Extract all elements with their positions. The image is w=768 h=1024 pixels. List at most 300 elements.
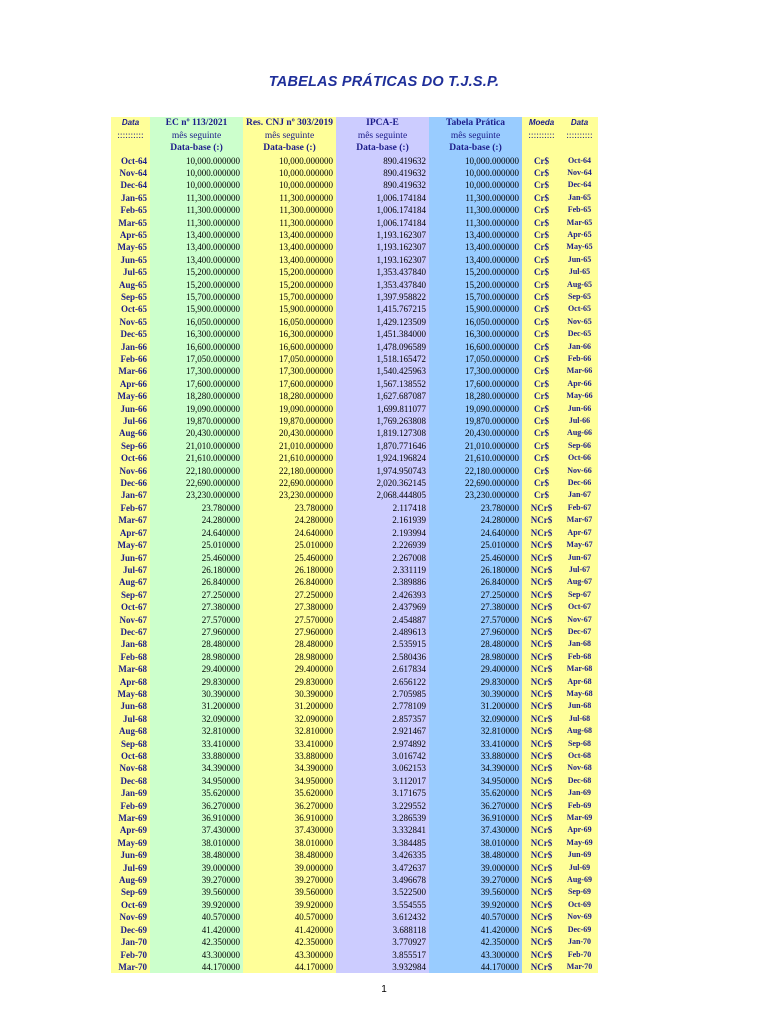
res-cnj-303-cell: 18,280.000000 <box>243 390 336 402</box>
ec-113-cell: 18,280.000000 <box>150 390 243 402</box>
tabela-pratica-cell: 25.010000 <box>429 539 522 551</box>
currency-cell: NCr$ <box>522 589 561 601</box>
ec-113-cell: 40.570000 <box>150 911 243 923</box>
table-row <box>111 328 598 340</box>
tabela-pratica-cell: 33.410000 <box>429 738 522 750</box>
currency-cell: Cr$ <box>522 427 561 439</box>
res-cnj-303-cell: 39.920000 <box>243 899 336 911</box>
res-cnj-303-cell: 29.830000 <box>243 676 336 688</box>
date-cell: Oct-69 <box>111 899 150 911</box>
date-cell-right: Feb-67 <box>561 502 598 514</box>
ec-113-cell: 15,900.000000 <box>150 303 243 315</box>
res-cnj-303-cell: 25.010000 <box>243 539 336 551</box>
ec-113-cell: 26.180000 <box>150 564 243 576</box>
ec-113-cell: 19,090.000000 <box>150 403 243 415</box>
header-dots: :::::::::: <box>522 130 561 143</box>
ec-113-cell: 43.300000 <box>150 949 243 961</box>
date-cell-right: Aug-65 <box>561 279 598 291</box>
currency-cell: Cr$ <box>522 440 561 452</box>
date-cell: Mar-68 <box>111 663 150 675</box>
ipca-e-cell: 3.855517 <box>336 949 429 961</box>
res-cnj-303-cell: 29.400000 <box>243 663 336 675</box>
table-row <box>111 688 598 700</box>
table-row <box>111 601 598 613</box>
tabela-pratica-cell: 15,200.000000 <box>429 266 522 278</box>
res-cnj-303-cell: 41.420000 <box>243 924 336 936</box>
ec-113-cell: 13,400.000000 <box>150 241 243 253</box>
table-row <box>111 489 598 501</box>
header-tabela-pratica: Tabela Prática <box>429 117 522 130</box>
header-row-subtitles <box>111 130 598 143</box>
currency-cell: Cr$ <box>522 328 561 340</box>
header-row-database <box>111 142 598 155</box>
date-cell: Jan-66 <box>111 341 150 353</box>
res-cnj-303-cell: 13,400.000000 <box>243 229 336 241</box>
table-row <box>111 713 598 725</box>
res-cnj-303-cell: 22,180.000000 <box>243 465 336 477</box>
table-row <box>111 365 598 377</box>
table-row <box>111 440 598 452</box>
date-cell: Jul-69 <box>111 862 150 874</box>
ec-113-cell: 32.090000 <box>150 713 243 725</box>
date-cell: Sep-69 <box>111 886 150 898</box>
ipca-e-cell: 1,397.958822 <box>336 291 429 303</box>
currency-cell: NCr$ <box>522 849 561 861</box>
res-cnj-303-cell: 10,000.000000 <box>243 167 336 179</box>
header-data-left: Data <box>111 117 150 130</box>
currency-cell: Cr$ <box>522 217 561 229</box>
table-row <box>111 824 598 836</box>
price-index-table <box>111 117 598 973</box>
tabela-pratica-cell: 27.250000 <box>429 589 522 601</box>
tabela-pratica-cell: 15,700.000000 <box>429 291 522 303</box>
date-cell-right: Apr-68 <box>561 676 598 688</box>
date-cell-right: Oct-67 <box>561 601 598 613</box>
currency-cell: NCr$ <box>522 502 561 514</box>
date-cell: Jan-67 <box>111 489 150 501</box>
date-cell-right: May-67 <box>561 539 598 551</box>
tabela-pratica-cell: 17,600.000000 <box>429 378 522 390</box>
ec-113-cell: 33.880000 <box>150 750 243 762</box>
header-blank <box>111 142 150 155</box>
date-cell-right: Dec-69 <box>561 924 598 936</box>
date-cell-right: Sep-65 <box>561 291 598 303</box>
ec-113-cell: 27.250000 <box>150 589 243 601</box>
ipca-e-cell: 1,627.687087 <box>336 390 429 402</box>
tabela-pratica-cell: 42.350000 <box>429 936 522 948</box>
table-row <box>111 762 598 774</box>
res-cnj-303-cell: 38.480000 <box>243 849 336 861</box>
date-cell-right: Nov-69 <box>561 911 598 923</box>
ipca-e-cell: 1,193.162307 <box>336 241 429 253</box>
date-cell: Jul-67 <box>111 564 150 576</box>
currency-cell: NCr$ <box>522 787 561 799</box>
date-cell-right: Mar-65 <box>561 217 598 229</box>
date-cell: Oct-68 <box>111 750 150 762</box>
currency-cell: Cr$ <box>522 316 561 328</box>
date-cell: Sep-65 <box>111 291 150 303</box>
tabela-pratica-cell: 36.910000 <box>429 812 522 824</box>
date-cell-right: Jun-66 <box>561 403 598 415</box>
tabela-pratica-cell: 26.840000 <box>429 576 522 588</box>
date-cell: Jan-68 <box>111 638 150 650</box>
tabela-pratica-cell: 23.780000 <box>429 502 522 514</box>
currency-cell: NCr$ <box>522 688 561 700</box>
res-cnj-303-cell: 39.000000 <box>243 862 336 874</box>
table-row <box>111 924 598 936</box>
date-cell: Oct-65 <box>111 303 150 315</box>
date-cell: Nov-67 <box>111 614 150 626</box>
res-cnj-303-cell: 13,400.000000 <box>243 241 336 253</box>
res-cnj-303-cell: 39.270000 <box>243 874 336 886</box>
table-row <box>111 279 598 291</box>
date-cell: Jun-65 <box>111 254 150 266</box>
ipca-e-cell: 2.331119 <box>336 564 429 576</box>
table-row <box>111 155 598 167</box>
date-cell-right: Nov-67 <box>561 614 598 626</box>
table-body <box>111 117 598 973</box>
date-cell-right: Feb-70 <box>561 949 598 961</box>
ipca-e-cell: 2.705985 <box>336 688 429 700</box>
tabela-pratica-cell: 11,300.000000 <box>429 192 522 204</box>
date-cell: Nov-69 <box>111 911 150 923</box>
res-cnj-303-cell: 11,300.000000 <box>243 217 336 229</box>
ec-113-cell: 19,870.000000 <box>150 415 243 427</box>
ipca-e-cell: 1,429.123509 <box>336 316 429 328</box>
tabela-pratica-cell: 29.400000 <box>429 663 522 675</box>
table-row <box>111 787 598 799</box>
ec-113-cell: 44.170000 <box>150 961 243 973</box>
currency-cell: Cr$ <box>522 204 561 216</box>
ipca-e-cell: 2.580436 <box>336 651 429 663</box>
date-cell: Feb-70 <box>111 949 150 961</box>
ipca-e-cell: 1,006.174184 <box>336 217 429 229</box>
tabela-pratica-cell: 34.390000 <box>429 762 522 774</box>
date-cell: Nov-65 <box>111 316 150 328</box>
ec-113-cell: 16,300.000000 <box>150 328 243 340</box>
ec-113-cell: 29.830000 <box>150 676 243 688</box>
date-cell-right: Mar-70 <box>561 961 598 973</box>
date-cell: Jun-68 <box>111 700 150 712</box>
tabela-pratica-cell: 39.560000 <box>429 886 522 898</box>
res-cnj-303-cell: 17,300.000000 <box>243 365 336 377</box>
header-blank <box>561 142 598 155</box>
res-cnj-303-cell: 28.480000 <box>243 638 336 650</box>
res-cnj-303-cell: 10,000.000000 <box>243 179 336 191</box>
currency-cell: NCr$ <box>522 949 561 961</box>
table-row <box>111 403 598 415</box>
ipca-e-cell: 1,924.196824 <box>336 452 429 464</box>
currency-cell: Cr$ <box>522 155 561 167</box>
res-cnj-303-cell: 17,050.000000 <box>243 353 336 365</box>
tabela-pratica-cell: 31.200000 <box>429 700 522 712</box>
ipca-e-cell: 1,478.096589 <box>336 341 429 353</box>
currency-cell: Cr$ <box>522 477 561 489</box>
date-cell-right: Oct-69 <box>561 899 598 911</box>
tabela-pratica-cell: 17,300.000000 <box>429 365 522 377</box>
ipca-e-cell: 3.384485 <box>336 837 429 849</box>
res-cnj-303-cell: 19,090.000000 <box>243 403 336 415</box>
table-row <box>111 254 598 266</box>
header-data-base: Data-base (:) <box>243 142 336 155</box>
res-cnj-303-cell: 15,900.000000 <box>243 303 336 315</box>
ipca-e-cell: 3.286539 <box>336 812 429 824</box>
date-cell: Apr-68 <box>111 676 150 688</box>
res-cnj-303-cell: 16,050.000000 <box>243 316 336 328</box>
date-cell: Jan-70 <box>111 936 150 948</box>
date-cell-right: Nov-65 <box>561 316 598 328</box>
ec-113-cell: 11,300.000000 <box>150 192 243 204</box>
currency-cell: NCr$ <box>522 961 561 973</box>
ipca-e-cell: 2.389886 <box>336 576 429 588</box>
table-row <box>111 316 598 328</box>
date-cell: Dec-66 <box>111 477 150 489</box>
date-cell-right: Aug-67 <box>561 576 598 588</box>
date-cell-right: May-68 <box>561 688 598 700</box>
ec-113-cell: 10,000.000000 <box>150 167 243 179</box>
date-cell-right: Mar-67 <box>561 514 598 526</box>
ipca-e-cell: 2.617834 <box>336 663 429 675</box>
res-cnj-303-cell: 40.570000 <box>243 911 336 923</box>
tabela-pratica-cell: 41.420000 <box>429 924 522 936</box>
tabela-pratica-cell: 34.950000 <box>429 775 522 787</box>
tabela-pratica-cell: 28.480000 <box>429 638 522 650</box>
ipca-e-cell: 3.522500 <box>336 886 429 898</box>
currency-cell: Cr$ <box>522 291 561 303</box>
tabela-pratica-cell: 13,400.000000 <box>429 254 522 266</box>
date-cell: Nov-68 <box>111 762 150 774</box>
tabela-pratica-cell: 13,400.000000 <box>429 229 522 241</box>
ipca-e-cell: 3.612432 <box>336 911 429 923</box>
currency-cell: NCr$ <box>522 886 561 898</box>
date-cell-right: Jan-67 <box>561 489 598 501</box>
currency-cell: NCr$ <box>522 626 561 638</box>
ec-113-cell: 21,010.000000 <box>150 440 243 452</box>
date-cell: Mar-67 <box>111 514 150 526</box>
date-cell: May-69 <box>111 837 150 849</box>
tabela-pratica-cell: 37.430000 <box>429 824 522 836</box>
tabela-pratica-cell: 20,430.000000 <box>429 427 522 439</box>
currency-cell: Cr$ <box>522 365 561 377</box>
ipca-e-cell: 2,020.362145 <box>336 477 429 489</box>
date-cell-right: Jan-65 <box>561 192 598 204</box>
ec-113-cell: 15,200.000000 <box>150 279 243 291</box>
ec-113-cell: 13,400.000000 <box>150 229 243 241</box>
ipca-e-cell: 3.016742 <box>336 750 429 762</box>
date-cell-right: Oct-68 <box>561 750 598 762</box>
currency-cell: NCr$ <box>522 812 561 824</box>
currency-cell: NCr$ <box>522 576 561 588</box>
ec-113-cell: 39.270000 <box>150 874 243 886</box>
date-cell-right: Sep-69 <box>561 886 598 898</box>
date-cell: Jul-68 <box>111 713 150 725</box>
tabela-pratica-cell: 21,610.000000 <box>429 452 522 464</box>
res-cnj-303-cell: 26.840000 <box>243 576 336 588</box>
tabela-pratica-cell: 29.830000 <box>429 676 522 688</box>
tabela-pratica-cell: 27.570000 <box>429 614 522 626</box>
res-cnj-303-cell: 10,000.000000 <box>243 155 336 167</box>
ec-113-cell: 37.430000 <box>150 824 243 836</box>
table-row <box>111 812 598 824</box>
ec-113-cell: 34.390000 <box>150 762 243 774</box>
tabela-pratica-cell: 39.920000 <box>429 899 522 911</box>
table-row <box>111 552 598 564</box>
table-row <box>111 229 598 241</box>
ipca-e-cell: 2.426393 <box>336 589 429 601</box>
ipca-e-cell: 1,567.138552 <box>336 378 429 390</box>
res-cnj-303-cell: 11,300.000000 <box>243 192 336 204</box>
table-row <box>111 899 598 911</box>
ipca-e-cell: 2.267008 <box>336 552 429 564</box>
date-cell: Feb-66 <box>111 353 150 365</box>
tabela-pratica-cell: 32.810000 <box>429 725 522 737</box>
date-cell-right: Feb-66 <box>561 353 598 365</box>
table-row <box>111 663 598 675</box>
currency-cell: NCr$ <box>522 601 561 613</box>
currency-cell: Cr$ <box>522 489 561 501</box>
date-cell-right: Jul-68 <box>561 713 598 725</box>
table-row <box>111 539 598 551</box>
table-row <box>111 676 598 688</box>
res-cnj-303-cell: 27.250000 <box>243 589 336 601</box>
date-cell: Dec-64 <box>111 179 150 191</box>
date-cell: Oct-67 <box>111 601 150 613</box>
ec-113-cell: 34.950000 <box>150 775 243 787</box>
ipca-e-cell: 1,006.174184 <box>336 192 429 204</box>
date-cell: Oct-64 <box>111 155 150 167</box>
currency-cell: Cr$ <box>522 353 561 365</box>
table-row <box>111 477 598 489</box>
date-cell-right: Mar-66 <box>561 365 598 377</box>
tabela-pratica-cell: 38.010000 <box>429 837 522 849</box>
date-cell-right: Jan-70 <box>561 936 598 948</box>
header-dots: :::::::::: <box>561 130 598 143</box>
currency-cell: NCr$ <box>522 564 561 576</box>
res-cnj-303-cell: 23,230.000000 <box>243 489 336 501</box>
ipca-e-cell: 3.472637 <box>336 862 429 874</box>
date-cell-right: May-69 <box>561 837 598 849</box>
res-cnj-303-cell: 42.350000 <box>243 936 336 948</box>
date-cell: Jun-69 <box>111 849 150 861</box>
tabela-pratica-cell: 16,600.000000 <box>429 341 522 353</box>
ipca-e-cell: 2.778109 <box>336 700 429 712</box>
res-cnj-303-cell: 21,610.000000 <box>243 452 336 464</box>
tabela-pratica-cell: 44.170000 <box>429 961 522 973</box>
currency-cell: NCr$ <box>522 750 561 762</box>
date-cell: Aug-69 <box>111 874 150 886</box>
header-mes-seguinte: mês seguinte <box>243 130 336 143</box>
ec-113-cell: 27.380000 <box>150 601 243 613</box>
header-ipca-e: IPCA-E <box>336 117 429 130</box>
table-row <box>111 837 598 849</box>
tabela-pratica-cell: 16,300.000000 <box>429 328 522 340</box>
res-cnj-303-cell: 11,300.000000 <box>243 204 336 216</box>
ipca-e-cell: 1,974.950743 <box>336 465 429 477</box>
date-cell: Aug-65 <box>111 279 150 291</box>
res-cnj-303-cell: 36.910000 <box>243 812 336 824</box>
currency-cell: NCr$ <box>522 663 561 675</box>
tabela-pratica-cell: 30.390000 <box>429 688 522 700</box>
res-cnj-303-cell: 34.390000 <box>243 762 336 774</box>
header-blank <box>522 142 561 155</box>
date-cell-right: Apr-69 <box>561 824 598 836</box>
date-cell-right: Jul-66 <box>561 415 598 427</box>
table-row <box>111 427 598 439</box>
currency-cell: NCr$ <box>522 862 561 874</box>
table-row <box>111 217 598 229</box>
currency-cell: NCr$ <box>522 651 561 663</box>
date-cell: Dec-69 <box>111 924 150 936</box>
res-cnj-303-cell: 16,600.000000 <box>243 341 336 353</box>
ec-113-cell: 35.620000 <box>150 787 243 799</box>
date-cell: May-67 <box>111 539 150 551</box>
currency-cell: NCr$ <box>522 614 561 626</box>
table-row <box>111 614 598 626</box>
ipca-e-cell: 890.419632 <box>336 155 429 167</box>
ec-113-cell: 17,300.000000 <box>150 365 243 377</box>
date-cell: Feb-69 <box>111 800 150 812</box>
ec-113-cell: 21,610.000000 <box>150 452 243 464</box>
table-row <box>111 415 598 427</box>
date-cell-right: Jul-69 <box>561 862 598 874</box>
res-cnj-303-cell: 36.270000 <box>243 800 336 812</box>
date-cell: May-68 <box>111 688 150 700</box>
date-cell-right: May-65 <box>561 241 598 253</box>
res-cnj-303-cell: 24.280000 <box>243 514 336 526</box>
ipca-e-cell: 2.454887 <box>336 614 429 626</box>
table-row <box>111 576 598 588</box>
date-cell: Jan-69 <box>111 787 150 799</box>
ec-113-cell: 11,300.000000 <box>150 204 243 216</box>
date-cell: Feb-68 <box>111 651 150 663</box>
tabela-pratica-cell: 28.980000 <box>429 651 522 663</box>
res-cnj-303-cell: 17,600.000000 <box>243 378 336 390</box>
ec-113-cell: 24.640000 <box>150 527 243 539</box>
ipca-e-cell: 3.062153 <box>336 762 429 774</box>
ipca-e-cell: 3.554555 <box>336 899 429 911</box>
date-cell: Sep-66 <box>111 440 150 452</box>
date-cell: Aug-66 <box>111 427 150 439</box>
date-cell: Mar-69 <box>111 812 150 824</box>
header-mes-seguinte: mês seguinte <box>150 130 243 143</box>
currency-cell: Cr$ <box>522 266 561 278</box>
ipca-e-cell: 2,068.444805 <box>336 489 429 501</box>
res-cnj-303-cell: 16,300.000000 <box>243 328 336 340</box>
tabela-pratica-cell: 10,000.000000 <box>429 167 522 179</box>
currency-cell: Cr$ <box>522 241 561 253</box>
ec-113-cell: 22,690.000000 <box>150 477 243 489</box>
ipca-e-cell: 2.226939 <box>336 539 429 551</box>
table-row <box>111 651 598 663</box>
date-cell-right: Jun-68 <box>561 700 598 712</box>
ipca-e-cell: 1,193.162307 <box>336 254 429 266</box>
currency-cell: Cr$ <box>522 390 561 402</box>
table-row <box>111 750 598 762</box>
date-cell: Aug-68 <box>111 725 150 737</box>
res-cnj-303-cell: 13,400.000000 <box>243 254 336 266</box>
header-data-right: Data <box>561 117 598 130</box>
ec-113-cell: 29.400000 <box>150 663 243 675</box>
table-row <box>111 241 598 253</box>
date-cell-right: Aug-68 <box>561 725 598 737</box>
table-row <box>111 514 598 526</box>
header-moeda: Moeda <box>522 117 561 130</box>
res-cnj-303-cell: 24.640000 <box>243 527 336 539</box>
currency-cell: Cr$ <box>522 254 561 266</box>
ec-113-cell: 38.480000 <box>150 849 243 861</box>
date-cell-right: Sep-66 <box>561 440 598 452</box>
tabela-pratica-cell: 27.960000 <box>429 626 522 638</box>
